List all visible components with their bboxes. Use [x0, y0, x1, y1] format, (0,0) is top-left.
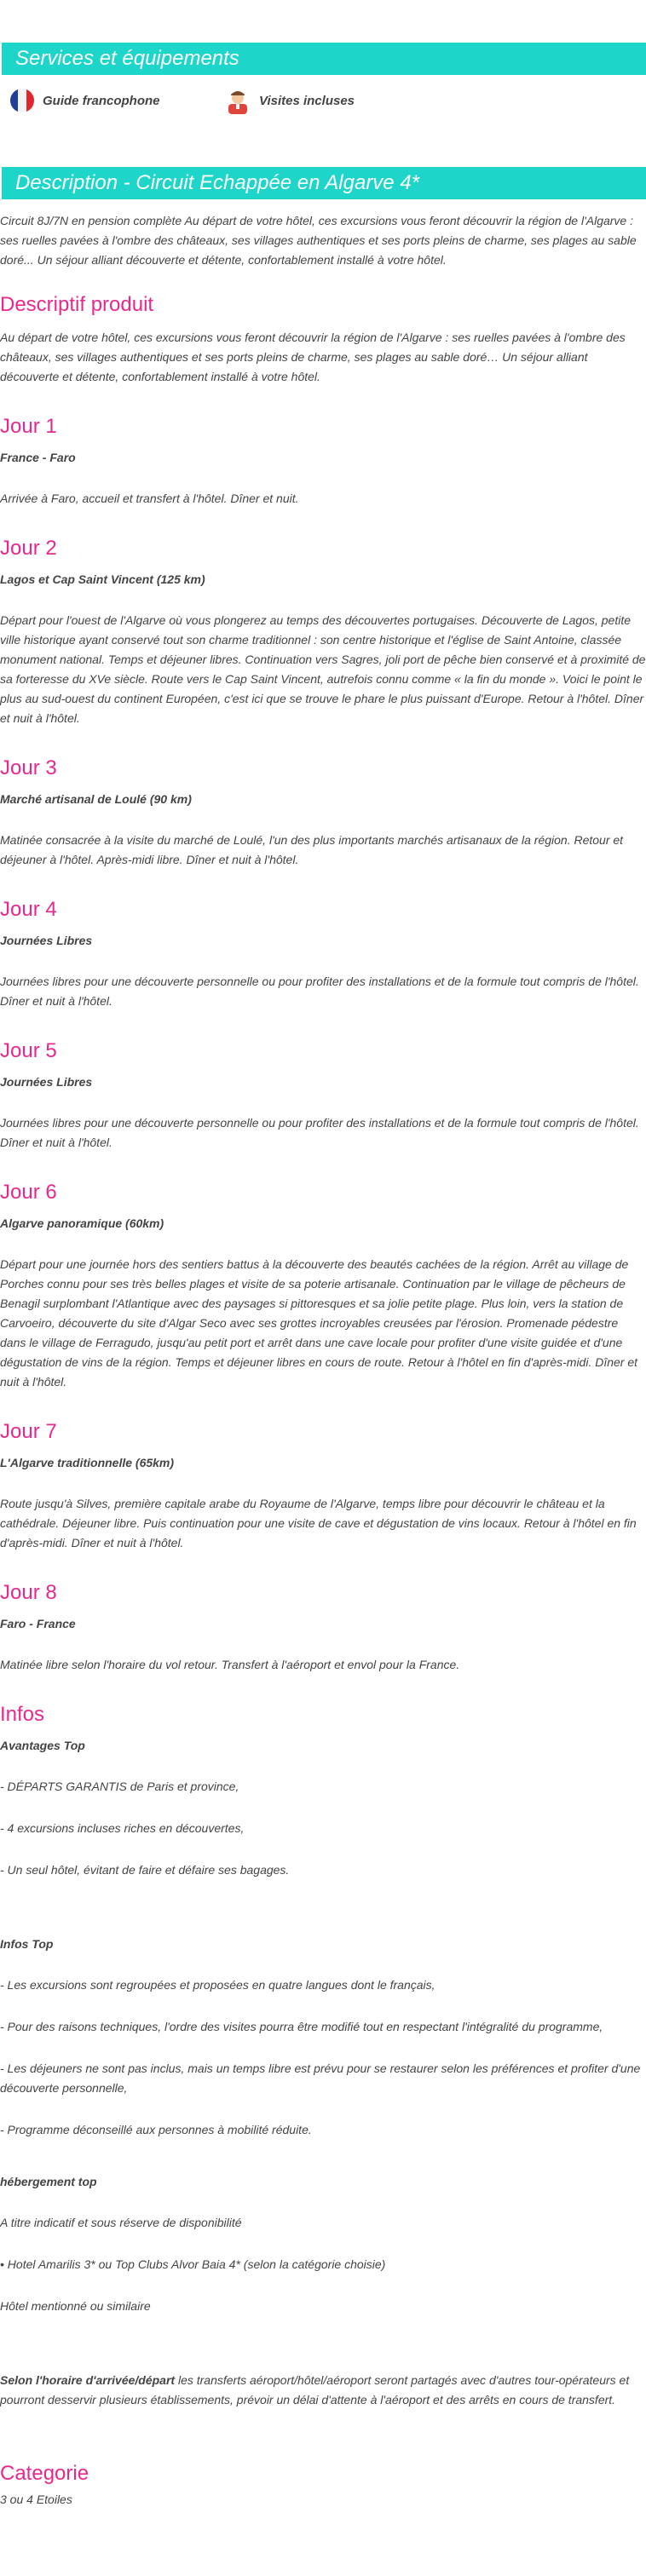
- services-banner: Services et équipements: [2, 43, 646, 75]
- avantage-item: - 4 excursions incluses riches en découvertes,: [0, 1821, 245, 1835]
- transfert-note: [0, 2371, 646, 2410]
- day-title: Jour 3: [0, 756, 57, 779]
- avantages-title: Avantages Top: [0, 1739, 85, 1752]
- day-subtitle: France - Faro: [0, 451, 76, 464]
- tour-guide-icon: [225, 87, 251, 114]
- descriptif-title: Descriptif produit: [0, 293, 154, 316]
- day-subtitle: Lagos et Cap Saint Vincent (125 km): [0, 572, 205, 586]
- day-title: Jour 7: [0, 1420, 57, 1443]
- day-text: Matinée libre selon l'horaire du vol retour. Transfert à l'aéroport et envol pour la France.: [0, 1658, 460, 1671]
- day-title: Jour 5: [0, 1039, 57, 1062]
- service-label: Visites incluses: [259, 93, 355, 108]
- day-title: Jour 8: [0, 1581, 57, 1604]
- hebergement-item: Hôtel mentionné ou similaire: [0, 2299, 151, 2313]
- transfert-note-bold: Selon l'horaire d'arrivée/départ: [0, 2373, 176, 2387]
- services-list: [0, 75, 646, 126]
- day-subtitle: Algarve panoramique (60km): [0, 1216, 164, 1230]
- infos-top-title: Infos Top: [0, 1937, 54, 1951]
- avantage-item: - DÉPARTS GARANTIS de Paris et province,: [0, 1780, 239, 1793]
- day-text: Route jusqu'à Silves, première capitale arabe du Royaume de l'Algarve, temps libre pour découvrir le château et la cathédrale. Déjeuner libre. Puis continuation pour une visite de cave et dégustation de vins locaux. Retour à l'hôtel en fin d'après-midi. Dîner et nuit à l'hôtel.: [0, 1497, 637, 1550]
- hebergement-item: A titre indicatif et sous réserve de disponibilité: [0, 2216, 242, 2229]
- day-title: Jour 1: [0, 415, 57, 438]
- categorie-value: 3 ou 4 Etoiles: [0, 2493, 72, 2506]
- hebergement-item: • Hotel Amarilis 3* ou Top Clubs Alvor Baia 4* (selon la catégorie choisie): [0, 2257, 386, 2271]
- service-item-visites: [225, 87, 440, 114]
- day-text: Matinée consacrée à la visite du marché de Loulé, l'un des plus importants marchés artisanaux de la région. Retour et déjeuner à l'hôtel. Après-midi libre. Dîner et nuit à l'hôtel.: [0, 833, 624, 866]
- infos-top-item: - Les déjeuners ne sont pas inclus, mais un temps libre est prévu pour se restaurer selon les préférences et profiter d'une découverte personnelle,: [0, 2061, 641, 2095]
- day-subtitle: Journées Libres: [0, 934, 93, 947]
- day-subtitle: Marché artisanal de Loulé (90 km): [0, 792, 192, 806]
- day-subtitle: L'Algarve traditionnelle (65km): [0, 1456, 175, 1469]
- descriptif-text: Au départ de votre hôtel, ces excursions vous feront découvrir la région de l'Algarve : ses ruelles pavées à l'ombre des châteaux, ses villages authentiques et ses ports pleins de charme, ses plages au sable doré… Un séjour alliant découverte et détente, confortablement installé à votre hôtel.: [0, 331, 626, 383]
- hebergement-title: hébergement top: [0, 2175, 97, 2188]
- infos-top-item: - Pour des raisons techniques, l'ordre des visites pourra être modifié tout en respectant l'intégralité du programme,: [0, 2020, 603, 2033]
- day-subtitle: Journées Libres: [0, 1075, 93, 1089]
- transfert-note-text: les transferts aéroport/hôtel/aéroport seront partagés avec d'autres tour-opérateurs et pourront desservir plusieurs établissements, prévoir un délai d'attente à l'aéroport et des arrêts en cours de transfert.: [0, 2373, 630, 2406]
- infos-title: Infos: [0, 1703, 45, 1726]
- description-banner: Description - Circuit Echappée en Algarve 4*: [2, 167, 646, 199]
- description-text: Circuit 8J/7N en pension complète Au départ de votre hôtel, ces excursions vous feront découvrir la région de l'Algarve : ses ruelles pavées à l'ombre des châteaux, ses villages authentiques et ses ports pleins de charme, ses plages au sable doré... Un séjour alliant découverte et détente, confortablement installé à votre hôtel.: [0, 214, 637, 267]
- categorie-title: Categorie: [0, 2462, 89, 2485]
- day-text: Départ pour l'ouest de l'Algarve où vous plongerez au temps des découvertes portugaises. Découverte de Lagos, petite ville historique ayant conservé tout son charme traditionnel : son centre historique et l'église de Saint Antoine, classée monument national. Temps et déjeuner libres. Continuation vers Sagres, joli port de pêche bien conservé et à proximité de sa forteresse du XVe siècle. Route vers le Cap Saint Vincent, autrefois connu comme « la fin du monde ». Voici le point le plus au sud-ouest du continent Européen, c'est ici que se trouve le phare le plus puissant d'Europe. Retour à l'hôtel. Dîner et nuit à l'hôtel.: [0, 613, 646, 725]
- day-title: Jour 4: [0, 898, 57, 921]
- french-flag-icon: [10, 89, 34, 112]
- day-text: Journées libres pour une découverte personnelle ou pour profiter des installations et de la formule tout compris de l'hôtel. Dîner et nuit à l'hôtel.: [0, 1116, 639, 1149]
- infos-top-item: - Programme déconseillé aux personnes à mobilité réduite.: [0, 2123, 312, 2136]
- service-item-guide: [10, 89, 225, 112]
- day-text: Arrivée à Faro, accueil et transfert à l'hôtel. Dîner et nuit.: [0, 492, 299, 505]
- day-title: Jour 2: [0, 537, 57, 560]
- avantage-item: - Un seul hôtel, évitant de faire et défaire ses bagages.: [0, 1863, 290, 1877]
- day-text: Journées libres pour une découverte personnelle ou pour profiter des installations et de la formule tout compris de l'hôtel. Dîner et nuit à l'hôtel.: [0, 975, 639, 1008]
- day-text: Départ pour une journée hors des sentiers battus à la découverte des beautés cachées de la région. Arrêt au village de Porches connu pour ses très belles plages et visite de sa poterie artisanale. Continuation par le village de pêcheurs de Benagil surplombant l'Atlantique avec des paysages si pittoresques et sa jolie petite plage. Plus loin, vers la station de Carvoeiro, découverte du site d'Algar Seco avec ses grottes incroyables creusées par l'érosion. Promenade pédestre dans le village de Ferragudo, jusqu'au petit port et arrêt dans une cave locale pour profiter d'une visite guidée et d'une dégustation de vins de la région. Temps et déjeuner libres en cours de route. Retour à l'hôtel en fin d'après-midi. Dîner et nuit à l'hôtel.: [0, 1257, 638, 1389]
- day-subtitle: Faro - France: [0, 1617, 76, 1630]
- day-title: Jour 6: [0, 1181, 57, 1204]
- infos-top-item: - Les excursions sont regroupées et proposées en quatre langues dont le français,: [0, 1978, 435, 1992]
- service-label: Guide francophone: [43, 93, 160, 108]
